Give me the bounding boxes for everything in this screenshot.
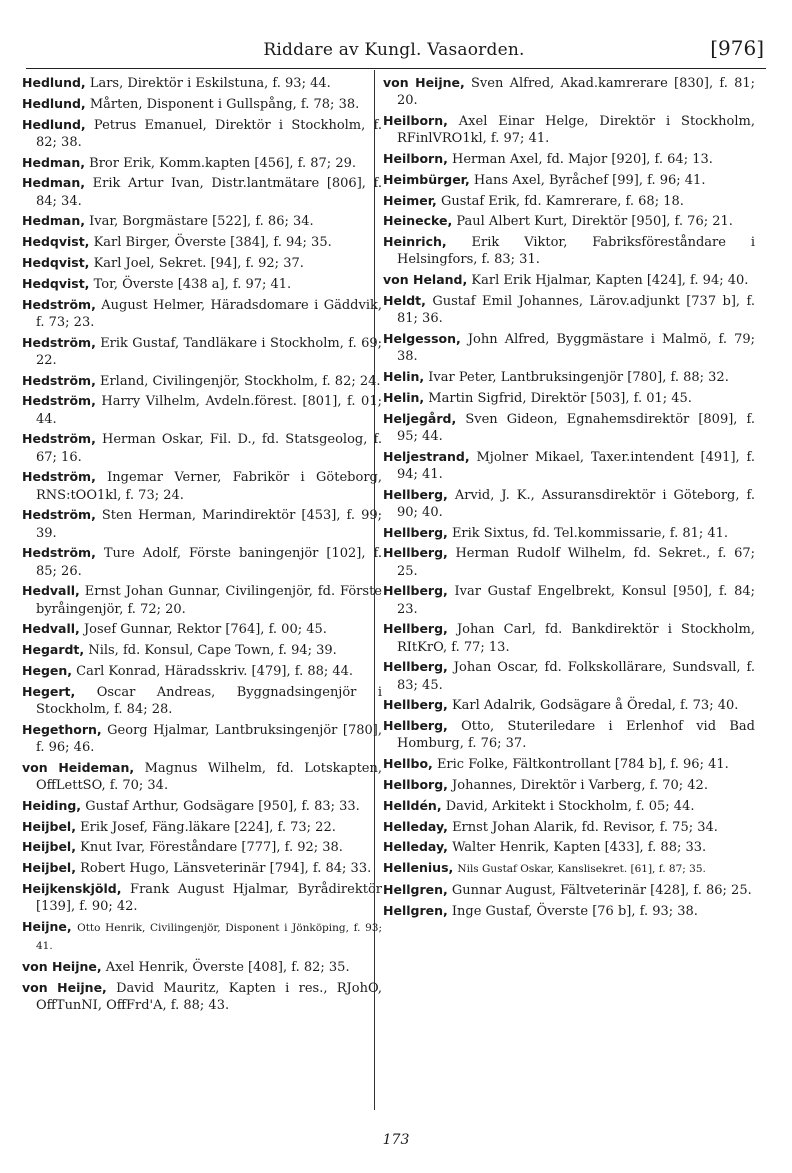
entry-details: Johan Carl, fd. Bankdirektör i Stockholm, RItKrO, f. 77; 13.	[397, 622, 755, 655]
directory-entry	[22, 392, 382, 427]
directory-entry	[383, 112, 755, 147]
directory-entry	[22, 958, 382, 976]
entry-surname: Hedström,	[22, 296, 96, 312]
entry-details: Erland, Civilingenjör, Stockholm, f. 82; 24.	[99, 373, 381, 389]
entry-details: Erik Artur Ivan, Distr.lantmätare [806], f. 84; 34.	[36, 176, 382, 209]
directory-entry	[383, 486, 755, 521]
entry-details: Josef Gunnar, Rektor [764], f. 00; 45.	[83, 622, 327, 638]
directory-entry	[383, 410, 755, 445]
directory-entry	[383, 696, 755, 714]
directory-entry	[22, 620, 382, 638]
entry-details: Karl Erik Hjalmar, Kapten [424], f. 94; 40.	[471, 273, 749, 289]
directory-entry	[22, 662, 382, 680]
directory-entry	[22, 818, 382, 836]
page-title: Riddare av Kungl. Vasaorden.	[263, 40, 525, 60]
entry-surname: von Heijne,	[22, 958, 102, 974]
directory-entry	[22, 296, 382, 331]
directory-entry	[22, 544, 382, 579]
entry-surname: Heljegård,	[383, 410, 457, 426]
entry-details: Gunnar August, Fältveterinär [428], f. 86; 25.	[451, 882, 752, 898]
page-number: 173	[382, 1132, 410, 1148]
directory-entry	[383, 150, 755, 168]
entry-surname: Hedström,	[22, 393, 96, 409]
entry-surname: von Heland,	[383, 272, 468, 288]
directory-entry	[383, 233, 755, 268]
entry-surname: Hegen,	[22, 662, 73, 678]
entry-surname: Hedqvist,	[22, 234, 90, 250]
entry-surname: Hedström,	[22, 545, 96, 561]
entry-surname: Heimbürger,	[383, 171, 470, 187]
directory-entry	[22, 275, 382, 293]
entry-details: John Alfred, Byggmästare i Malmö, f. 79; 38.	[397, 331, 755, 365]
directory-entry	[22, 759, 382, 794]
directory-entry	[22, 430, 382, 465]
entry-surname: von Heijne,	[22, 979, 107, 995]
entry-details: Karl Birger, Överste [384], f. 94; 35.	[93, 235, 332, 251]
entry-details: Herman Rudolf Wilhelm, fd. Sekret., f. 67; 25.	[397, 546, 755, 579]
entry-details: Nils Gustaf Oskar, Kanslisekret. [61], f. 87; 35.	[457, 863, 706, 876]
entry-details: Ivar Gustaf Engelbrekt, Konsul [950], f. 84; 23.	[397, 584, 755, 617]
entry-details: Karl Joel, Sekret. [94], f. 92; 37.	[93, 255, 304, 271]
entry-surname: von Heijne,	[383, 75, 465, 90]
entry-details: Robert Hugo, Länsveterinär [794], f. 84; 33.	[80, 861, 372, 877]
entry-details: Erik Viktor, Fabriksföreståndare i Helsingfors, f. 83; 31.	[397, 235, 755, 268]
entry-surname: Heilborn,	[383, 151, 448, 166]
entry-details: Martin Sigfrid, Direktör [503], f. 01; 45.	[428, 390, 692, 406]
directory-entry	[383, 74, 755, 109]
entry-surname: Heijne,	[22, 918, 72, 934]
directory-entry	[383, 658, 755, 693]
directory-entry	[22, 74, 382, 92]
entry-surname: Helin,	[383, 389, 425, 405]
directory-entry	[22, 880, 382, 915]
entry-details: Eric Folke, Fältkontrollant [784 b], f. 96; 41.	[436, 757, 729, 773]
entry-surname: Helleday,	[383, 818, 448, 834]
entry-details: Mjolner Mikael, Taxer.intendent [491], f. 94; 41.	[397, 449, 755, 482]
entry-details: Erik Gustaf, Tandläkare i Stockholm, f. 69; 22.	[36, 335, 382, 368]
directory-entry	[22, 797, 382, 815]
entry-details: Georg Hjalmar, Lantbruksingenjör [780], f. 96; 46.	[36, 722, 382, 755]
entry-details: Inge Gustaf, Överste [76 b], f. 93; 38.	[451, 903, 698, 919]
directory-entry	[22, 918, 382, 955]
entry-surname: Hedlund,	[22, 95, 86, 111]
directory-entry	[22, 254, 382, 272]
directory-entry	[22, 506, 382, 541]
directory-entry	[383, 271, 755, 289]
entry-surname: Hellbo,	[383, 756, 433, 772]
entry-surname: Hellberg,	[383, 621, 448, 637]
entry-surname: Hedström,	[22, 372, 96, 388]
entry-surname: Hedman,	[22, 175, 85, 191]
entry-surname: Heinrich,	[383, 234, 447, 250]
entry-surname: Hellberg,	[383, 659, 448, 675]
entry-surname: Helgesson,	[383, 330, 461, 346]
directory-entry	[22, 582, 382, 617]
entry-details: Karl Adalrik, Godsägare å Öredal, f. 73; 40.	[451, 698, 739, 714]
directory-entry	[383, 818, 755, 836]
entry-details: Frank August Hjalmar, Byrådirektör [139], f. 90; 42.	[36, 881, 382, 915]
entry-surname: Heinecke,	[383, 213, 453, 229]
entry-surname: Hedman,	[22, 154, 85, 170]
entry-surname: Hellberg,	[383, 486, 448, 502]
entry-details: Axel Einar Helge, Direktör i Stockholm, RFinlVRO1kl, f. 97; 41.	[397, 114, 755, 147]
entry-surname: Hellberg,	[383, 524, 448, 540]
entry-details: Johan Oscar, fd. Folkskollärare, Sundsvall, f. 83; 45.	[397, 660, 755, 693]
entry-details: Ture Adolf, Förste baningenjör [102], f. 85; 26.	[36, 546, 382, 579]
entry-details: Otto Henrik, Civilingenjör, Disponent i Jönköping, f. 93; 41.	[36, 921, 383, 953]
directory-entry	[22, 233, 382, 251]
directory-entry	[383, 544, 755, 579]
entry-details: Gustaf Arthur, Godsägare [950], f. 83; 33.	[85, 798, 360, 814]
entry-details: Paul Albert Kurt, Direktör [950], f. 76; 21.	[456, 214, 733, 230]
entry-surname: Hedman,	[22, 213, 85, 229]
entry-details: Gustaf Erik, fd. Kamrerare, f. 68; 18.	[440, 193, 684, 209]
entry-details: Otto, Stuteriledare i Erlenhof vid Bad Homburg, f. 76; 37.	[397, 719, 755, 752]
entry-details: Tor, Överste [438 a], f. 97; 41.	[93, 276, 292, 292]
directory-entry	[383, 292, 755, 327]
directory-entry	[383, 902, 755, 920]
entry-surname: Hedvall,	[22, 583, 80, 599]
directory-entry	[383, 582, 755, 617]
directory-entry	[22, 372, 382, 390]
entry-details: Ernst Johan Gunnar, Civilingenjör, fd. Förste byråingenjör, f. 72; 20.	[36, 584, 382, 617]
entry-details: Harry Vilhelm, Avdeln.förest. [801], f. 01; 44.	[36, 394, 382, 427]
entry-surname: Hedvall,	[22, 621, 80, 637]
directory-entry	[22, 838, 382, 856]
directory-entry	[383, 192, 755, 210]
entry-details: Arvid, J. K., Assuransdirektör i Göteborg, f. 90; 40.	[397, 487, 755, 520]
entry-surname: Heldt,	[383, 292, 426, 308]
directory-entry	[383, 717, 755, 752]
directory-entry	[383, 859, 755, 878]
directory-entry	[383, 776, 755, 794]
directory-entry	[22, 212, 382, 230]
directory-entry	[22, 683, 382, 718]
entry-details: Erik Sixtus, fd. Tel.kommissarie, f. 81; 41.	[451, 525, 729, 541]
entry-surname: Heimer,	[383, 192, 437, 208]
entry-details: Gustaf Emil Johannes, Lärov.adjunkt [737 b], f. 81; 36.	[397, 293, 755, 327]
entry-details: Ivar, Borgmästare [522], f. 86; 34.	[89, 214, 314, 230]
entry-surname: Helleday,	[383, 839, 448, 855]
entry-surname: Heljestrand,	[383, 448, 470, 464]
entry-details: Petrus Emanuel, Direktör i Stockholm, f. 82; 38.	[36, 117, 382, 150]
left-column	[22, 74, 382, 1017]
right-column	[383, 74, 755, 923]
entry-surname: Hedström,	[22, 507, 96, 523]
entry-details: Herman Axel, fd. Major [920], f. 64; 13.	[452, 152, 713, 167]
entry-details: Ingemar Verner, Fabrikör i Göteborg, RNS:tOO1kl, f. 73; 24.	[36, 470, 382, 503]
directory-entry	[22, 721, 382, 756]
entry-surname: Hellberg,	[383, 545, 448, 561]
entry-details: Sven Gideon, Egnahemsdirektör [809], f. 95; 44.	[397, 411, 755, 444]
entry-details: Mårten, Disponent i Gullspång, f. 78; 38.	[89, 96, 360, 112]
entry-details: Knut Ivar, Föreståndare [777], f. 92; 38.	[80, 840, 343, 856]
entry-surname: Hedqvist,	[22, 275, 90, 291]
entry-details: Sten Herman, Marindirektör [453], f. 99; 39.	[36, 508, 382, 541]
entry-surname: von Heideman,	[22, 759, 135, 775]
entry-surname: Heijbel,	[22, 839, 76, 855]
entry-details: Bror Erik, Komm.kapten [456], f. 87; 29.	[89, 155, 356, 171]
entry-surname: Heijbel,	[22, 818, 76, 834]
entry-details: David Mauritz, Kapten i res., RJohO, OffTunNI, OffFrd'A, f. 88; 43.	[36, 980, 382, 1013]
entry-details: Carl Konrad, Häradsskriv. [479], f. 88; 44.	[76, 663, 354, 679]
entry-details: Ernst Johan Alarik, fd. Revisor, f. 75; 34.	[452, 819, 718, 835]
directory-entry	[383, 389, 755, 407]
directory-entry	[383, 524, 755, 542]
entry-surname: Helldén,	[383, 797, 442, 813]
entry-details: August Helmer, Häradsdomare i Gäddvik, f. 73; 23.	[36, 297, 382, 330]
entry-details: Johannes, Direktör i Varberg, f. 70; 42.	[452, 777, 708, 793]
directory-entry	[383, 448, 755, 483]
entry-surname: Hedlund,	[22, 116, 86, 132]
entry-details: Ivar Peter, Lantbruksingenjör [780], f. 88; 32.	[428, 369, 729, 385]
entry-details: Erik Josef, Fäng.läkare [224], f. 73; 22.	[80, 819, 336, 835]
entry-surname: Hedlund,	[22, 75, 86, 90]
directory-entry	[22, 95, 382, 113]
directory-entry	[22, 979, 382, 1014]
entry-surname: Hellberg,	[383, 697, 448, 713]
entry-details: Sven Alfred, Akad.kamrerare [830], f. 81; 20.	[397, 76, 756, 109]
directory-entry	[22, 116, 382, 151]
entry-details: Nils, fd. Konsul, Cape Town, f. 94; 39.	[88, 643, 337, 659]
entry-surname: Hedström,	[22, 431, 96, 447]
entry-surname: Heijbel,	[22, 860, 76, 876]
directory-entry	[22, 174, 382, 209]
entry-details: Lars, Direktör i Eskilstuna, f. 93; 44.	[89, 76, 331, 91]
directory-entry	[383, 797, 755, 815]
entry-details: Oscar Andreas, Byggnadsingenjör i Stockholm, f. 84; 28.	[36, 684, 382, 717]
entry-surname: Hegethorn,	[22, 721, 102, 737]
entry-surname: Hellberg,	[383, 583, 448, 599]
entry-details: David, Arkitekt i Stockholm, f. 05; 44.	[445, 798, 695, 814]
entry-surname: Hedström,	[22, 334, 96, 350]
entry-surname: Heilborn,	[383, 113, 448, 128]
entry-surname: Hegert,	[22, 683, 76, 699]
header-rule	[26, 68, 766, 69]
directory-entry	[383, 838, 755, 856]
entry-surname: Hellberg,	[383, 718, 448, 734]
directory-entry	[383, 755, 755, 773]
directory-entry	[383, 620, 755, 655]
entry-details: Hans Axel, Byråchef [99], f. 96; 41.	[473, 172, 706, 188]
directory-entry	[383, 881, 755, 899]
directory-entry	[22, 334, 382, 369]
entry-surname: Hellborg,	[383, 776, 448, 792]
entry-surname: Hellgren,	[383, 881, 448, 897]
directory-entry	[22, 641, 382, 659]
directory-entry	[22, 154, 382, 172]
directory-entry	[383, 212, 755, 230]
entry-details: Magnus Wilhelm, fd. Lotskapten, OffLettSO, f. 70; 34.	[36, 760, 382, 793]
entry-surname: Heijkenskjöld,	[22, 880, 122, 896]
entry-details: Axel Henrik, Överste [408], f. 82; 35.	[105, 959, 350, 975]
entry-surname: Hedström,	[22, 469, 96, 485]
page-header	[24, 36, 764, 66]
entry-surname: Helin,	[383, 368, 425, 384]
directory-entry	[383, 368, 755, 386]
directory-entry	[383, 330, 755, 365]
entry-details: Walter Henrik, Kapten [433], f. 88; 33.	[452, 840, 707, 856]
directory-entry	[22, 468, 382, 503]
directory-entry	[383, 171, 755, 189]
entry-details: Herman Oskar, Fil. D., fd. Statsgeolog, f. 67; 16.	[36, 432, 383, 465]
entry-surname: Hegardt,	[22, 642, 85, 658]
entry-surname: Heiding,	[22, 797, 82, 813]
page-reference: [976]	[710, 36, 764, 60]
directory-entry	[22, 859, 382, 877]
entry-surname: Hellenius,	[383, 860, 454, 876]
entry-surname: Hedqvist,	[22, 254, 90, 270]
entry-surname: Hellgren,	[383, 902, 448, 918]
